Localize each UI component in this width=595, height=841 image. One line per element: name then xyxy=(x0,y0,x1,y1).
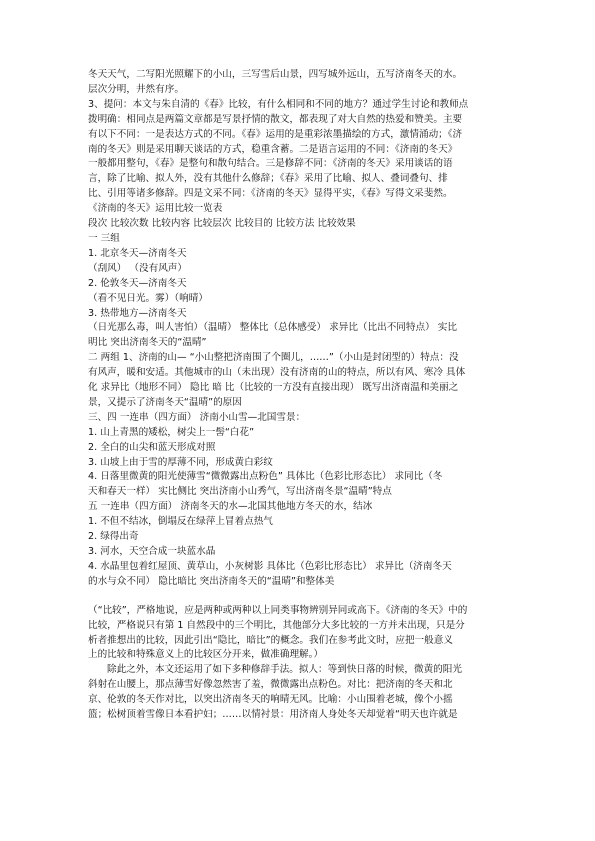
text-line: 2. 全白的山尖和蓝天形成对照 xyxy=(88,441,216,453)
text-line: （“比较”，严格地说，应是两种或两种以上同类事物辨别异同或高下。《济南的冬天》中的 xyxy=(88,604,468,616)
text-line: 比较，严格说只有第 1 自然段中的三个明比，其他部分大多比较的一方并未出现，只是分 xyxy=(88,619,465,631)
text-line: 3. 山坡上由于雪的厚薄不同，形成黄白彩纹 xyxy=(88,456,273,468)
text-line: 景，又提示了济南冬天“温晴”的原因 xyxy=(88,396,242,408)
note-paragraph xyxy=(88,604,512,664)
text-line: 斜射在山腰上，那点薄雪好像忽然害了羞，微微露出点粉色。对比：把济南的冬天和北 xyxy=(88,679,453,691)
rhetoric-paragraph xyxy=(88,663,512,723)
text-line: 有以下不同：一是表达方式的不同。《春》运用的是重彩浓墨描绘的方式，激情涌动；《济 xyxy=(88,128,463,140)
text-line: 1. 山上青黑的矮松，树尖上一髻“白花” xyxy=(88,426,255,438)
text-line: 比、引用等诸多修辞。四是文采不同：《济南的冬天》显得平实，《春》写得文采斐然。 xyxy=(88,188,453,200)
text-line: 2. 绿得出奇 xyxy=(88,531,139,543)
text-line: 篮；松树顶着雪像日本看护妇；……以情衬景：用济南人身处冬天却觉着“明天也许就是 xyxy=(88,709,458,721)
text-line: 有风声，暖和安适。其他城市的山（未出现）没有济南的山的特点，所以有风、寒冷 具体 xyxy=(88,367,466,379)
paragraph-gap xyxy=(88,590,512,604)
text-line: 天和春天一样） 实比侧比 突出济南小山秀气，写出济南冬景“温晴”特点 xyxy=(88,486,392,498)
text-line: 析者推想出的比较，因此引出“隐比，暗比”的概念。我们在参考此文时，应把一般意义 xyxy=(88,634,453,646)
text-line: 1. 不但不结冰，倒塌反在绿萍上冒着点热气 xyxy=(88,516,273,528)
text-line: 一般都用整句，《春》是整句和散句结合。三是修辞不同：《济南的冬天》采用谈话的语 xyxy=(88,158,453,170)
text-line: 4. 水晶里包着红屋顶、黄草山，小灰树影 具体比（色彩比形态比） 求异比（济南冬天 xyxy=(88,560,452,572)
text-line: 冬天天气，二写阳光照耀下的小山，三写雪后山景，四写城外远山，五写济南冬天的水。 xyxy=(88,69,463,80)
text-line: 1. 北京冬天—济南冬天 xyxy=(88,247,187,259)
text-line: 4. 日落里微黄的阳光使薄雪“微微露出点粉色” 具体比（色彩比形态比） 求同比（冬 xyxy=(88,471,443,483)
text-line: 五 一连串（四方面） 济南冬天的水—北国其他地方冬天的水，结冰 xyxy=(88,501,373,513)
text-line: 拨明确：相同点是两篇文章都是写景抒情的散文，都表现了对大自然的热爱和赞美。主要 xyxy=(88,113,463,125)
text-line: 京、伦敦的冬天作对比，以突出济南冬天的响晴无风。比喻：小山围着老城，像个小摇 xyxy=(88,694,453,706)
main-text xyxy=(88,68,512,590)
text-line: 3、提问：本文与朱自清的《春》比较，有什么相同和不同的地方？通过学生讨论和教师点 xyxy=(88,98,469,110)
text-line: （看不见日光。雾）（响晴） xyxy=(88,292,208,304)
text-line: 3. 热带地方—济南冬天 xyxy=(88,307,187,319)
text-line: 除此之外，本文还运用了如下多种修辞手法。拟人：等到快日落的时候，微黄的阳光 xyxy=(107,664,462,676)
text-line: （日光那么毒，叫人害怕）（温晴） 整体比（总体感受） 求异比（比出不同特点） 实比 xyxy=(88,322,457,334)
text-line: 三、四 一连串（四方面） 济南小山雪—北国雪景： xyxy=(88,411,306,423)
text-line: 2. 伦敦冬天—济南冬天 xyxy=(88,277,187,289)
document-page xyxy=(88,68,512,723)
text-line: 一 三组 xyxy=(88,232,120,244)
text-line: 层次分明，井然有序。 xyxy=(88,83,184,95)
table-title: 《济南的冬天》运用比较一览表 xyxy=(88,203,223,215)
text-line: 言，除了比喻、拟人外，没有其他什么修辞；《春》采用了比喻、拟人、叠词叠句、排 xyxy=(88,173,448,185)
text-line: 南的冬天》则是采用聊天谈话的方式，稳重含蓄。二是语言运用的不同：《济南的冬天》 xyxy=(88,143,458,155)
text-line: 二 两组 1、济南的山— “小山整把济南围了个圈儿，……”（小山是封闭型的）特点：没 xyxy=(88,352,459,364)
text-line: 化 求异比（地形不同） 隐比 暗 比（比较的一方没有直接出现） 既写出济南温和美丽之 xyxy=(88,382,459,394)
text-line: 明比 突出济南冬天的“温晴” xyxy=(88,337,207,349)
text-line: 的水与众不同） 隐比暗比 突出济南冬天的“温晴”和整体美 xyxy=(88,575,335,587)
text-line: （刮风） （没有风声） xyxy=(88,262,187,274)
text-line: 3. 河水，天空合成一块蓝水晶 xyxy=(88,546,216,557)
table-header: 段次 比较次数 比较内容 比较层次 比较目的 比较方法 比较效果 xyxy=(88,218,356,230)
text-line: 上的比较和特殊意义上的比较区分开来，做准确理解。） xyxy=(88,649,324,661)
